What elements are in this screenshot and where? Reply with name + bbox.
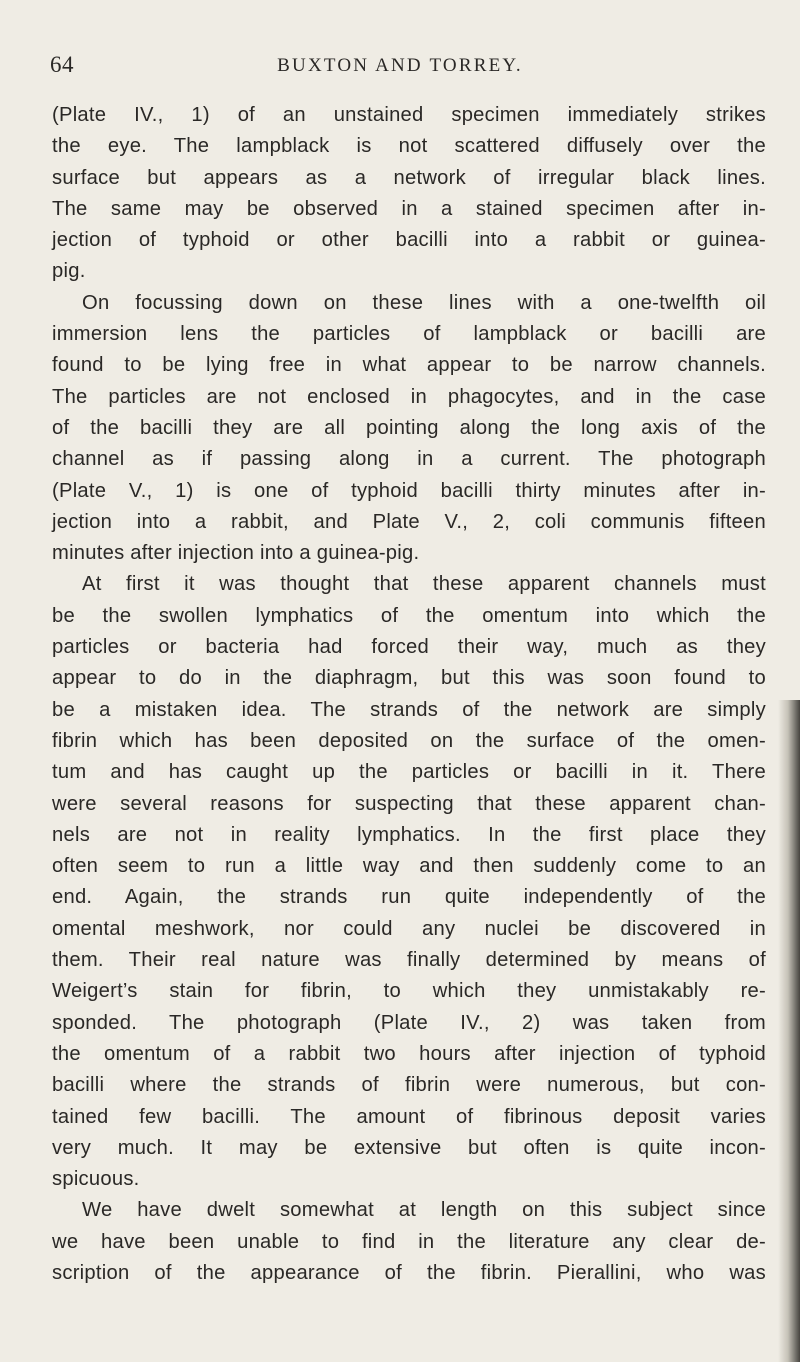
text-line: particles or bacteria had forced their way, much as they <box>52 636 766 659</box>
text-line: channel as if passing along in a current. The photograph <box>52 448 766 471</box>
text-line: sponded. The photograph (Plate IV., 2) was taken from <box>52 1011 766 1034</box>
page-number: 64 <box>50 52 74 77</box>
text-line: nels are not in reality lymphatics. In the first place they <box>52 823 766 846</box>
text-line: often seem to run a little way and then suddenly come to an <box>52 855 766 878</box>
page-header <box>0 52 800 82</box>
text-line: pig. <box>52 260 86 283</box>
text-line: On focussing down on these lines with a one-twelfth oil <box>82 291 766 314</box>
text-line: The same may be observed in a stained specimen after in- <box>52 197 766 220</box>
text-line: be the swollen lymphatics of the omentum into which the <box>52 604 766 627</box>
text-line: appear to do in the diaphragm, but this was soon found to <box>52 667 766 690</box>
text-line: At first it was thought that these apparent channels must <box>82 573 766 596</box>
text-line: be a mistaken idea. The strands of the network are simply <box>52 698 766 721</box>
text-line: bacilli where the strands of fibrin were numerous, but con- <box>52 1074 766 1097</box>
text-line: The particles are not enclosed in phagocytes, and in the case <box>52 385 766 408</box>
text-line: the omentum of a rabbit two hours after injection of typhoid <box>52 1042 766 1065</box>
text-line: of the bacilli they are all pointing along the long axis of the <box>52 416 766 439</box>
text-line: minutes after injection into a guinea-pig. <box>52 542 420 565</box>
text-line: tum and has caught up the particles or bacilli in it. There <box>52 761 766 784</box>
text-line: jection into a rabbit, and Plate V., 2, coli communis fifteen <box>52 510 766 533</box>
page-edge-shadow <box>778 700 800 1362</box>
running-head: BUXTON AND TORREY. <box>277 55 523 76</box>
text-line: end. Again, the strands run quite independently of the <box>52 886 766 909</box>
text-line: were several reasons for suspecting that these apparent chan- <box>52 792 766 815</box>
text-line: found to be lying free in what appear to be narrow channels. <box>52 354 766 377</box>
text-line: spicuous. <box>52 1168 140 1191</box>
text-line: the eye. The lampblack is not scattered diffusely over the <box>52 135 766 158</box>
text-line: omental meshwork, nor could any nuclei be discovered in <box>52 917 766 940</box>
body-text <box>52 100 766 1289</box>
text-line: them. Their real nature was finally determined by means of <box>52 949 766 972</box>
text-line: scription of the appearance of the fibrin. Pierallini, who was <box>52 1261 766 1284</box>
text-line: (Plate V., 1) is one of typhoid bacilli thirty minutes after in- <box>52 479 766 502</box>
text-line: Weigert’s stain for fibrin, to which they unmistakably re- <box>52 980 766 1003</box>
text-line: very much. It may be extensive but often is quite incon- <box>52 1136 766 1159</box>
text-line: jection of typhoid or other bacilli into a rabbit or guinea- <box>52 229 766 252</box>
text-line: tained few bacilli. The amount of fibrinous deposit varies <box>52 1105 766 1128</box>
text-line: fibrin which has been deposited on the surface of the omen- <box>52 729 766 752</box>
text-line: (Plate IV., 1) of an unstained specimen immediately strikes <box>52 104 766 126</box>
text-line: surface but appears as a network of irregular black lines. <box>52 166 766 189</box>
text-line: We have dwelt somewhat at length on this subject since <box>82 1199 766 1222</box>
text-line: we have been unable to find in the literature any clear de- <box>52 1230 766 1253</box>
text-line: immersion lens the particles of lampblack or bacilli are <box>52 323 766 346</box>
